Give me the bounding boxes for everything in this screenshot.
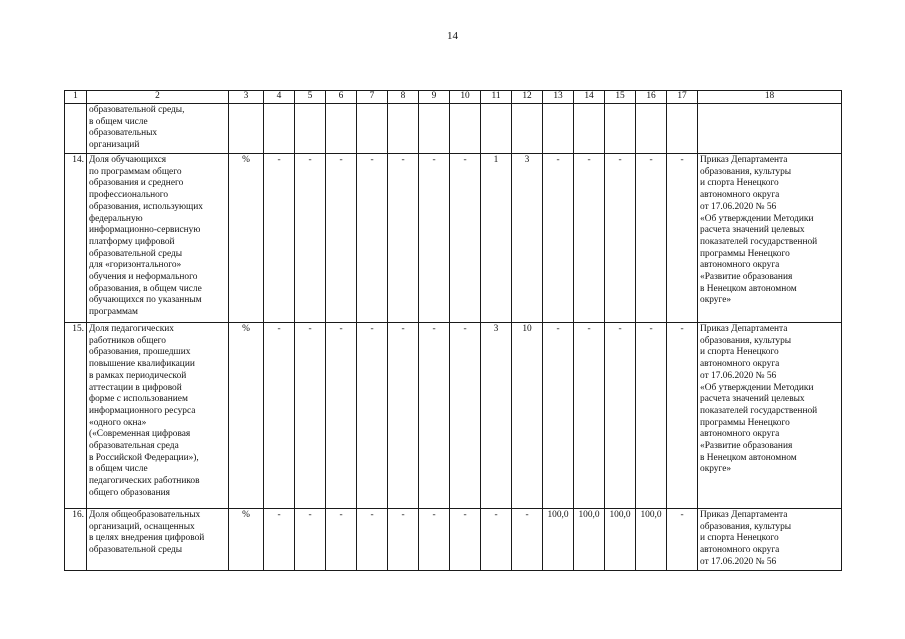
indicators-table [64,90,842,571]
value-cell: - [264,509,295,571]
value-cell [481,104,512,154]
indicator-name-cell: Доля педагогических работников общего образования, прошедших повышение квалификации в рамках периодической аттестации в цифровой форме с использованием информационного ресурса «одного окна» («Современная цифровая образовательная среда в Российской Федерации»), в общем числе педагогических работников общего образования [87,323,229,509]
indicator-name-cell: образовательной среды, в общем числе образовательных организаций [87,104,229,154]
value-cell: - [512,509,543,571]
header-cell: 12 [512,91,543,104]
value-cell: - [264,154,295,323]
source-document-cell [698,104,842,154]
header-cell: 7 [357,91,388,104]
value-cell: - [605,154,636,323]
row-number-cell [65,104,87,154]
unit-cell: % [229,509,264,571]
header-cell: 10 [450,91,481,104]
value-cell: - [605,323,636,509]
value-cell: 3 [512,154,543,323]
value-cell: - [357,509,388,571]
page-number: 14 [447,30,458,42]
value-cell: - [357,323,388,509]
value-cell: - [419,323,450,509]
value-cell: - [295,509,326,571]
row-number-cell: 15. [65,323,87,509]
header-cell: 13 [543,91,574,104]
value-cell: - [388,509,419,571]
value-cell: - [667,509,698,571]
value-cell: - [326,509,357,571]
header-cell: 16 [636,91,667,104]
value-cell: - [388,323,419,509]
value-cell [636,104,667,154]
value-cell: - [326,154,357,323]
header-cell: 8 [388,91,419,104]
value-cell [295,104,326,154]
row-number-cell: 16. [65,509,87,571]
source-document-cell: Приказ Департамента образования, культуры и спорта Ненецкого автономного округа от 17.06.2020 № 56 «Об утверждении Методики расчета значений целевых показателей государственной программы Ненецкого автономного округа «Развитие образования в Ненецком автономном округе» [698,323,842,509]
value-cell: - [388,154,419,323]
value-cell: - [264,323,295,509]
indicator-name-cell: Доля общеобразовательных организаций, оснащенных в целях внедрения цифровой образовательной среды [87,509,229,571]
value-cell [667,104,698,154]
table-row [65,104,842,154]
value-cell: 100,0 [574,509,605,571]
header-cell: 5 [295,91,326,104]
value-cell: 100,0 [636,509,667,571]
value-cell: - [636,154,667,323]
value-cell: - [326,323,357,509]
value-cell [543,104,574,154]
value-cell [326,104,357,154]
value-cell: - [574,154,605,323]
value-cell: - [419,154,450,323]
header-cell: 6 [326,91,357,104]
value-cell: - [481,509,512,571]
table-row [65,509,842,571]
value-cell [574,104,605,154]
value-cell [388,104,419,154]
unit-cell: % [229,323,264,509]
value-cell: - [450,154,481,323]
value-cell: - [357,154,388,323]
value-cell [357,104,388,154]
value-cell [512,104,543,154]
value-cell: - [667,323,698,509]
value-cell [419,104,450,154]
unit-cell [229,104,264,154]
source-document-cell: Приказ Департамента образования, культуры и спорта Ненецкого автономного округа от 17.06.2020 № 56 «Об утверждении Методики расчета значений целевых показателей государственной программы Ненецкого автономного округа «Развитие образования в Ненецком автономном округе» [698,154,842,323]
table-row [65,323,842,509]
value-cell: - [574,323,605,509]
row-number-cell: 14. [65,154,87,323]
value-cell: - [450,323,481,509]
header-cell: 17 [667,91,698,104]
value-cell: 100,0 [605,509,636,571]
value-cell: - [450,509,481,571]
value-cell [450,104,481,154]
value-cell [605,104,636,154]
indicator-name-cell: Доля обучающихся по программам общего образования и среднего профессионального образования, использующих федеральную информационно-сервисную платформу цифровой образовательной среды для «горизонтального» обучения и неформального образования, в общем числе обучающихся по указанным программам [87,154,229,323]
unit-cell: % [229,154,264,323]
source-document-cell: Приказ Департамента образования, культуры и спорта Ненецкого автономного округа от 17.06.2020 № 56 [698,509,842,571]
table-header-row [65,91,842,104]
header-cell: 14 [574,91,605,104]
value-cell [264,104,295,154]
header-cell: 1 [65,91,87,104]
header-cell: 9 [419,91,450,104]
value-cell: 1 [481,154,512,323]
header-cell: 4 [264,91,295,104]
value-cell: - [543,323,574,509]
header-cell: 2 [87,91,229,104]
value-cell: - [667,154,698,323]
header-cell: 15 [605,91,636,104]
table-row [65,154,842,323]
value-cell: - [419,509,450,571]
header-cell: 3 [229,91,264,104]
value-cell: 10 [512,323,543,509]
value-cell: - [295,323,326,509]
value-cell: 3 [481,323,512,509]
value-cell: - [543,154,574,323]
value-cell: - [636,323,667,509]
value-cell: 100,0 [543,509,574,571]
header-cell: 11 [481,91,512,104]
value-cell: - [295,154,326,323]
header-cell: 18 [698,91,842,104]
